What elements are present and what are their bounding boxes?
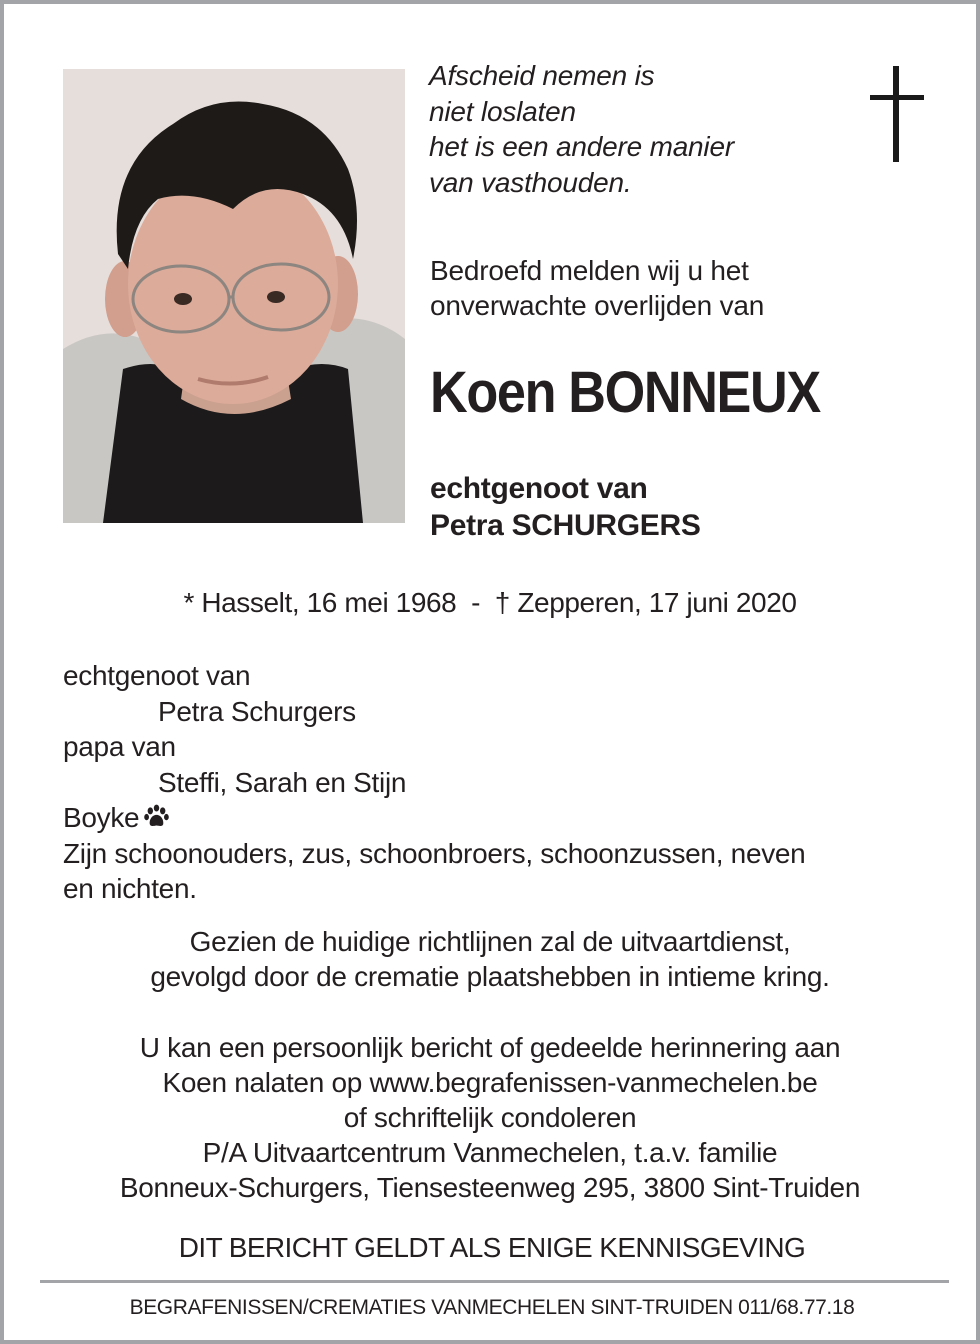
condolence-info [4, 1030, 976, 1205]
family-list [63, 658, 805, 907]
divider [40, 1280, 949, 1283]
family-row: en nichten. [63, 873, 197, 904]
poem-line: het is een andere manier [429, 131, 734, 162]
portrait-illustration [63, 69, 405, 523]
ceremony-line: gevolgd door de crematie plaatshebben in intieme kring. [150, 961, 830, 992]
latin-cross-icon [870, 66, 924, 162]
poem-line: niet loslaten [429, 95, 576, 127]
family-row-pet [63, 800, 805, 836]
portrait-photo [63, 69, 405, 523]
family-row: Zijn schoonouders, zus, schoonbroers, schoonzussen, neven [63, 837, 806, 869]
poem-line: Afscheid nemen is [429, 60, 655, 91]
condolence-line-website: Koen nalaten op www.begrafenissen-vanmechelen.be [162, 1067, 818, 1098]
ceremony-line: Gezien de huidige richtlijnen zal de uitvaartdienst, [189, 926, 791, 957]
family-row: echtgenoot van [63, 660, 251, 691]
paw-print-icon [143, 803, 170, 830]
family-row: Steffi, Sarah en Stijn [158, 766, 407, 798]
memorial-poem [429, 58, 734, 200]
spouse-line: Petra SCHURGERS [430, 509, 701, 542]
poem-line: van vasthouden. [429, 166, 632, 198]
condolence-line: P/A Uitvaartcentrum Vanmechelen, t.a.v. familie [202, 1137, 778, 1168]
condolence-line: U kan een persoonlijk bericht of gedeelde herinnering aan [139, 1032, 841, 1063]
birth-death-dates: * Hasselt, 16 mei 1968 - † Zepperen, 17 juni 2020 [183, 587, 797, 618]
ceremony-info [4, 924, 976, 994]
family-row: Petra Schurgers [158, 695, 356, 727]
funeral-home-footer: BEGRAFENISSEN/CREMATIES VANMECHELEN SINT-TRUIDEN 011/68.77.18 [129, 1296, 855, 1319]
announcement-line: Bedroefd melden wij u het [430, 255, 749, 286]
official-notice: DIT BERICHT GELDT ALS ENIGE KENNISGEVING [178, 1232, 806, 1263]
spouse-line: echtgenoot van [430, 472, 648, 505]
deceased-name: Koen BONNEUX [430, 360, 820, 425]
announcement-line: onverwachte overlijden van [430, 290, 765, 321]
pet-name: Boyke [63, 802, 140, 833]
condolence-line-address: Bonneux-Schurgers, Tiensesteenweg 295, 3800 Sint-Truiden [119, 1172, 861, 1203]
spouse-info [430, 470, 701, 544]
condolence-line: of schriftelijk condoleren [343, 1102, 637, 1133]
family-row: papa van [63, 731, 176, 762]
announcement [430, 253, 764, 323]
